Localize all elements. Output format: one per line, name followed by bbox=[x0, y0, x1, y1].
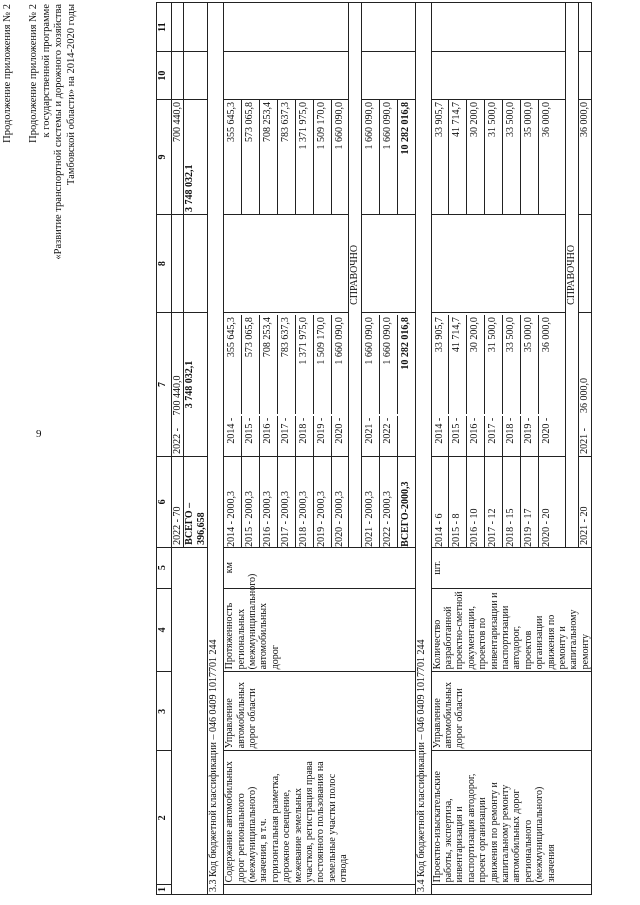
carryover-total-row: ВСЕГО – 396,658 3 748 032,1 3 748 032,1 bbox=[184, 3, 208, 895]
program-caption: Продолжение приложения № 2 к государственной программе «Развитие транспортной системы и дорожного хозяйства Тамбовской области» на 2014-2020 годы bbox=[28, 4, 77, 260]
section-3-3-kbk-row: 3.3 Код бюджетной классификации – 046 0409 1017701 244 bbox=[208, 3, 224, 895]
section-3-3-future-row: 2021 - 2000,3 2022 - 2000,3 ВСЕГО-2000,3 2021 - 2022 - 1 660 090,0 1 660 090,0 10 282 016,8 1 660 090,0 1 660 090,0 10 282 016,8 bbox=[361, 3, 415, 895]
activity-description: Проектно-изыскательские работы, экспертиза, инвентаризация и паспортизация автодорог, проект организации движения по ремонту и капитальному ремонту автомобильных дорог регионального (межмуниципального) значения bbox=[431, 751, 592, 885]
carryover-row: 2022 - 70 2022 - 700 440,0 700 440,0 bbox=[172, 3, 184, 895]
activity-description: Содержание автомобильных дорог регионального (межмуниципального) значения, в т.ч. горизонтальная разметка, дорожное освещение, межевание земельных участков, регистрация права постоянного пользования на земельные участки полос отвода bbox=[224, 751, 415, 885]
continuation-caption: Продолжение приложения № 2 bbox=[2, 4, 13, 143]
section-3-4-kbk-row: 3.4 Код бюджетной классификации – 046 0409 1017701 244 bbox=[415, 3, 431, 895]
section-3-4-future-row: 2021 - 20 2021 - 36 000,0 36 000,0 bbox=[578, 3, 591, 895]
reference-label: СПРАВОЧНО bbox=[565, 3, 578, 548]
section-3-4-row: Проектно-изыскательские работы, экспертиза, инвентаризация и паспортизация автодорог, проект организации движения по ремонту и капитальному ремонту автомобильных дорог регионального (межмуниципального) значения Управление автомобильных дорог области Количество разработанной проектно-сметной документации, проектов по инвентаризации и паспортизации автодорог, проектов организации движения по ремонту и капитальному ремонту шт. 2014 - 6 2015 - 8 2016 - 10 2017 - 12 2018 - 15 2019 - 17 2020 - 20 2014 - 2015 - 2016 - 2017 - 2018 - 2019 - 2020 - 33 905,7 41 714,7 30 200,0 31 500,0 33 500,0 35 000,0 36 000,0 33 905,7 41 714,7 30 200,0 31 500,0 33 500,0 35 000,0 36 000,0 bbox=[431, 3, 565, 895]
reference-label: СПРАВОЧНО bbox=[349, 3, 361, 548]
page-number: 9 bbox=[36, 428, 42, 440]
section-3-3-row: Содержание автомобильных дорог регионального (межмуниципального) значения, в т.ч. горизонтальная разметка, дорожное освещение, межевание земельных участков, регистрация права постоянного пользования на земельные участки полос отвода Управление автомобильных дорог области Протяженность региональных (межмуниципального) автомобильных дорог км 2014 - 2000,3 2015 - 2000,3 2016 - 2000,3 2017 - 2000,3 2018 - 2000,3 2019 - 2000,3 2020 - 2000,3 2014 - 2015 - 2016 - 2017 - 2018 - 2019 - 2020 - 355 645,3 573 065,8 708 253,4 783 637,3 1 371 975,0 1 509 170,0 1 660 090,0 355 645,3 573 065,8 708 253,4 783 637,3 1 371 975,0 1 509 170,0 1 660 090,0 bbox=[224, 3, 349, 895]
program-table bbox=[156, 2, 592, 895]
header-row: 1 2 3 4 5 6 7 8 9 10 11 bbox=[157, 3, 172, 895]
